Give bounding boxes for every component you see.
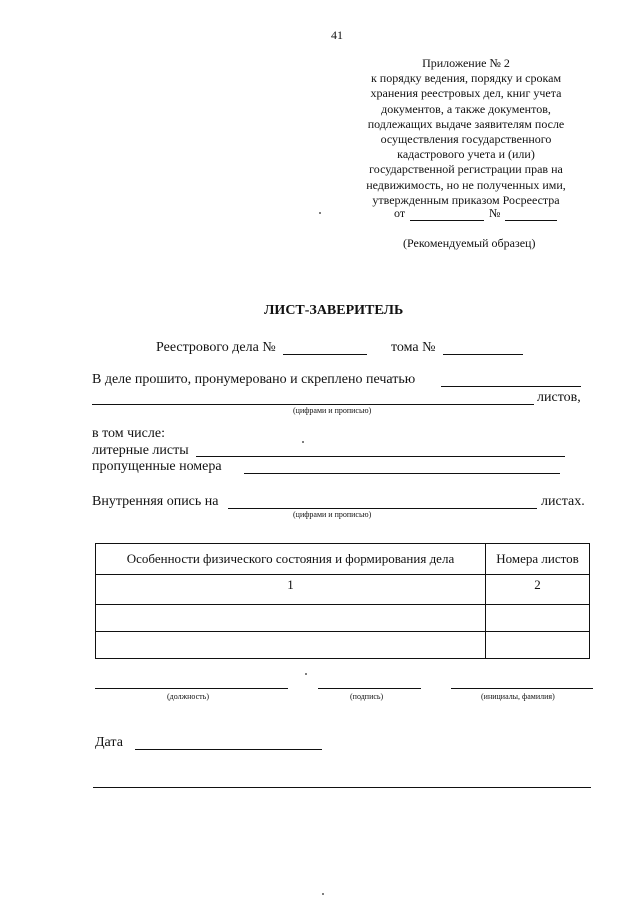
table-row xyxy=(96,632,590,659)
inventory-field xyxy=(228,508,537,509)
missing-numbers-label: пропущенные номера xyxy=(92,459,222,474)
stitched-hint: (цифрами и прописью) xyxy=(293,406,372,415)
column-number: 2 xyxy=(486,575,590,605)
inventory-label: Внутренняя опись на xyxy=(92,494,219,509)
recommended-sample-note: (Рекомендуемый образец) xyxy=(403,236,536,250)
sheet-numbers-cell xyxy=(486,632,590,659)
missing-numbers-field xyxy=(244,473,560,474)
inventory-sheets-word: листах. xyxy=(541,494,585,509)
appendix-line: Приложение № 2 xyxy=(422,56,510,70)
scan-speck xyxy=(305,673,307,675)
column-number-row xyxy=(96,575,590,605)
volume-label: тома № xyxy=(391,340,436,355)
page-number: 41 xyxy=(331,28,343,42)
signature-field xyxy=(318,688,421,689)
table-row xyxy=(96,605,590,632)
name-hint: (инициалы, фамилия) xyxy=(481,692,555,701)
appendix-line: хранения реестровых дел, книг учета xyxy=(370,86,562,101)
stitched-statement: В деле прошито, пронумеровано и скреплено печатью xyxy=(92,372,416,387)
inventory-hint: (цифрами и прописью) xyxy=(293,510,372,519)
order-number-field xyxy=(505,220,557,221)
registry-case-label: Реестрового дела № xyxy=(156,340,276,355)
sheet-numbers-header: Номера листов xyxy=(486,544,590,575)
name-field xyxy=(451,688,593,689)
scan-speck xyxy=(319,212,321,214)
appendix-line: подлежащих выдаче заявителям после xyxy=(367,116,565,131)
case-features-table xyxy=(95,543,590,659)
letter-sheets-field xyxy=(196,456,565,457)
position-hint: (должность) xyxy=(167,692,209,701)
registry-case-field xyxy=(283,354,367,355)
appendix-line: кадастрового учета и (или) xyxy=(397,147,535,162)
sheets-word: листов, xyxy=(537,390,581,405)
column-number: 1 xyxy=(96,575,486,605)
including-label: в том числе: xyxy=(92,426,165,441)
order-number-label: № xyxy=(489,206,501,220)
features-cell xyxy=(96,605,486,632)
order-date-field xyxy=(410,220,484,221)
appendix-line: осуществления государственного xyxy=(380,132,552,147)
scan-speck xyxy=(302,441,304,443)
appendix-block xyxy=(350,56,582,208)
features-header: Особенности физического состояния и формирования дела xyxy=(96,544,486,575)
appendix-line: недвижимость, но не полученных ими, xyxy=(366,177,566,192)
position-field xyxy=(95,688,288,689)
features-cell xyxy=(96,632,486,659)
appendix-line: государственной регистрации прав на xyxy=(369,162,563,177)
appendix-line: утвержденным приказом Росреестра xyxy=(372,192,560,207)
date-field xyxy=(135,749,322,750)
signature-hint: (подпись) xyxy=(350,692,384,701)
separator-line xyxy=(93,787,591,788)
scan-speck xyxy=(322,893,324,895)
letter-sheets-label: литерные листы xyxy=(92,443,189,458)
appendix-line: к порядку ведения, порядку и срокам xyxy=(370,71,562,86)
sheet-numbers-cell xyxy=(486,605,590,632)
document-title: ЛИСТ-ЗАВЕРИТЕЛЬ xyxy=(264,303,404,318)
table-header-row xyxy=(96,544,590,575)
stitched-field-1 xyxy=(441,386,581,387)
appendix-line: документов, а также документов, xyxy=(381,101,551,116)
volume-field xyxy=(443,354,523,355)
order-date-label: от xyxy=(394,206,406,220)
date-label: Дата xyxy=(95,735,123,750)
stitched-field-2 xyxy=(92,404,534,405)
